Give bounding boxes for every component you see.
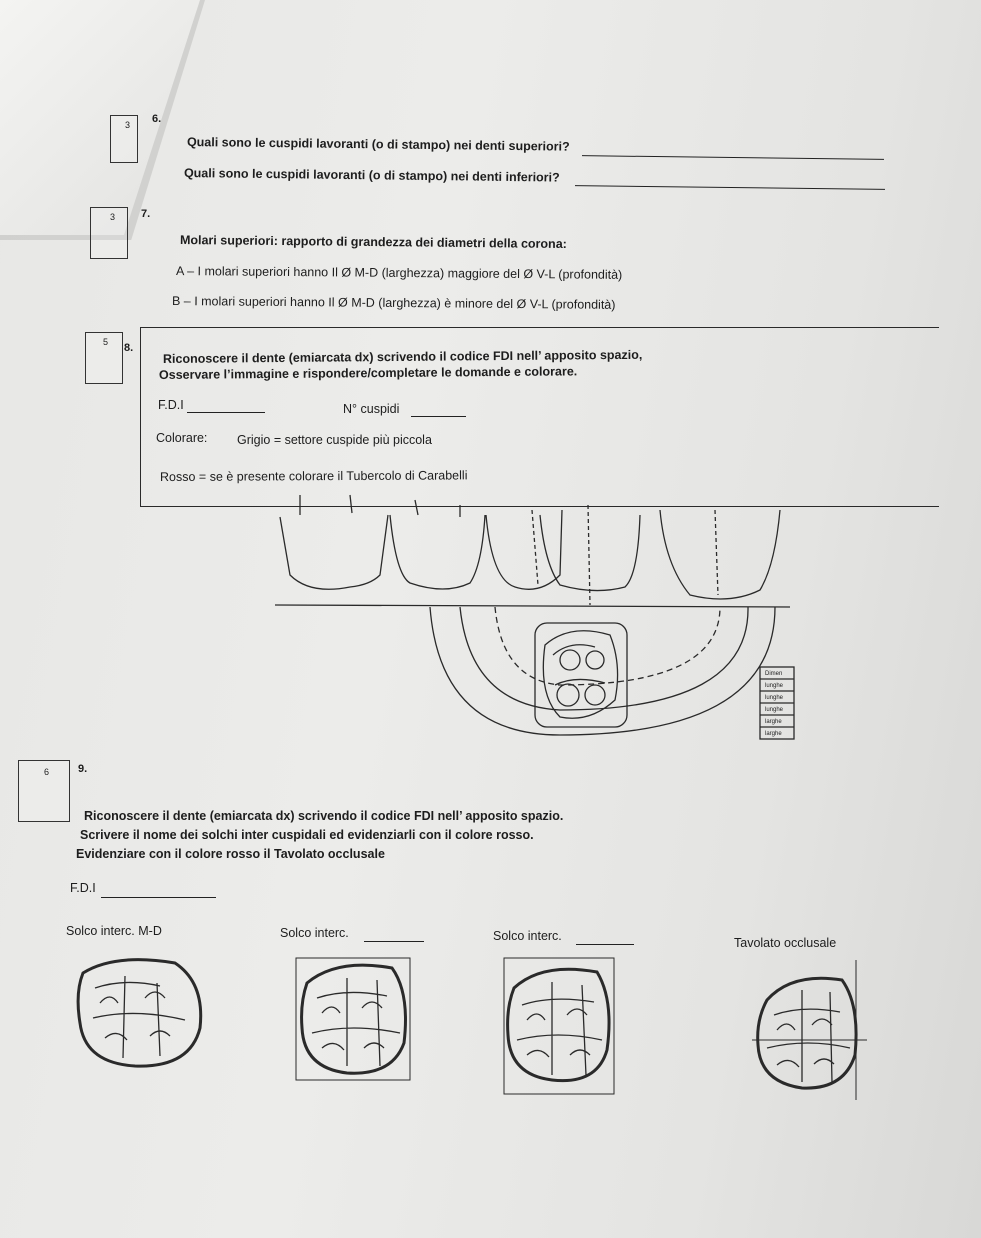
q9-molar-drawing-4[interactable] bbox=[752, 960, 872, 1100]
q8-cusp-input[interactable] bbox=[411, 415, 466, 417]
q9-caption-2: Solco interc. bbox=[493, 929, 562, 943]
q9-caption-0: Solco interc. M-D bbox=[66, 924, 162, 938]
q8-fdi-label: F.D.I bbox=[158, 398, 184, 412]
q9-molar-drawing-3[interactable] bbox=[502, 950, 632, 1100]
q7-option-b[interactable]: B – I molari superiori hanno Il Ø M-D (larghezza) è minore del Ø V-L (profondità) bbox=[171, 294, 616, 312]
q9-caption-1-input[interactable] bbox=[364, 940, 424, 942]
q8-color-label: Colorare: bbox=[156, 431, 208, 445]
q8-dim-label-4: larghe bbox=[765, 719, 782, 725]
q8-line2: Osservare l’immagine e rispondere/completare le domande e colorare. bbox=[158, 364, 578, 382]
q9-line2: Scrivere il nome dei solchi inter cuspidali ed evidenziarli con il colore rosso. bbox=[80, 828, 534, 842]
q8-molar-arch-illustration[interactable] bbox=[270, 495, 800, 745]
q8-number: 8. bbox=[124, 342, 134, 354]
q8-dim-label-0: Dimen bbox=[765, 671, 783, 677]
q8-fdi-input[interactable] bbox=[187, 411, 265, 413]
q9-caption-1: Solco interc. bbox=[280, 926, 349, 940]
q6-line2: Quali sono le cuspidi lavoranti (o di stampo) nei denti inferiori? bbox=[183, 166, 560, 185]
q6-number: 6. bbox=[152, 113, 162, 125]
q9-number: 9. bbox=[78, 763, 88, 775]
q8-dim-label-2: lunghe bbox=[765, 695, 784, 701]
q9-line1: Riconoscere il dente (emiarcata dx) scrivendo il codice FDI nell’ apposito spazio. bbox=[84, 809, 564, 823]
q6-score: 3 bbox=[125, 120, 131, 130]
q9-line3: Evidenziare con il colore rosso il Tavolato occlusale bbox=[76, 847, 385, 861]
q7-option-a[interactable]: A – I molari superiori hanno Il Ø M-D (larghezza) maggiore del Ø V-L (profondità) bbox=[175, 264, 623, 282]
q9-caption-2-input[interactable] bbox=[576, 943, 634, 945]
q9-score: 6 bbox=[44, 767, 50, 777]
q9-molar-drawing-1[interactable] bbox=[65, 948, 225, 1078]
q8-dim-label-3: lunghe bbox=[765, 707, 784, 713]
q9-molar-drawing-2[interactable] bbox=[292, 948, 422, 1088]
q9-caption-3: Tavolato occlusale bbox=[734, 936, 837, 950]
q7-score-box[interactable] bbox=[90, 207, 128, 259]
q6-line1: Quali sono le cuspidi lavoranti (o di stampo) nei denti superiori? bbox=[186, 135, 570, 154]
q8-cusp-label: N° cuspidi bbox=[343, 402, 400, 416]
q8-dim-label-1: lunghe bbox=[765, 683, 784, 689]
q8-grey-text: Grigio = settore cuspide più piccola bbox=[237, 433, 432, 447]
q7-title: Molari superiori: rapporto di grandezza dei diametri della corona: bbox=[179, 233, 567, 252]
q8-dim-label-5: larghe bbox=[765, 731, 782, 737]
q8-score: 5 bbox=[103, 337, 109, 347]
q6-score-box[interactable] bbox=[110, 115, 138, 163]
q7-score: 3 bbox=[110, 212, 116, 222]
q8-line1: Riconoscere il dente (emiarcata dx) scrivendo il codice FDI nell’ apposito spazio, bbox=[162, 347, 643, 366]
q7-number: 7. bbox=[141, 208, 151, 220]
q8-red-text: Rosso = se è presente colorare il Tubercolo di Carabelli bbox=[159, 468, 468, 484]
q9-fdi-input[interactable] bbox=[101, 896, 216, 898]
q9-fdi-label: F.D.I bbox=[70, 881, 96, 895]
